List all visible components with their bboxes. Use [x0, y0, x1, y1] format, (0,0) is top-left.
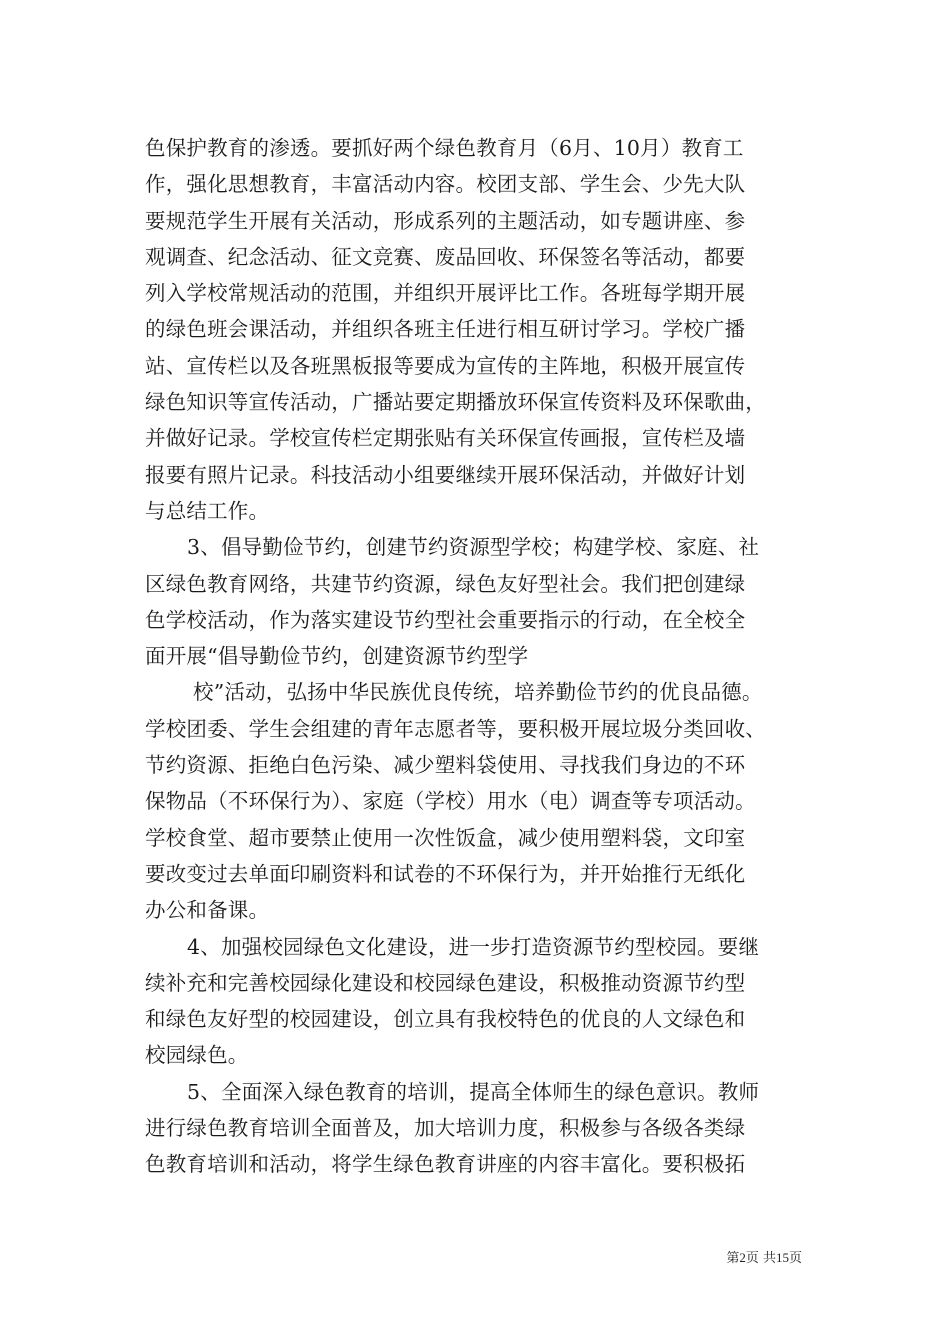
body-text — [145, 130, 825, 1183]
footer-suffix: 页 — [788, 1251, 802, 1266]
text-line: 观调查、纪念活动、征文竞赛、废品回收、环保签名等活动，都要 — [145, 244, 746, 269]
paragraph-5-start: 5、全面深入绿色教育的培训，提高全体师生的绿色意识。教师 — [187, 1079, 760, 1104]
total-page-count: 15 — [775, 1250, 789, 1265]
text-line: 办公和备课。 — [145, 898, 270, 923]
text-line: 的绿色班会课活动，并组织各班主任进行相互研讨学习。学校广播 — [145, 317, 746, 342]
text-line: 绿色知识等宣传活动，广播站要定期播放环保宣传资料及环保歌曲， — [145, 390, 766, 415]
text-line: 进行绿色教育培训全面普及，加大培训力度，积极参与各级各类绿 — [145, 1116, 746, 1141]
page-number-footer — [726, 1248, 802, 1269]
text-line: 校园绿色。 — [145, 1043, 249, 1068]
paragraph-3-start: 3、倡导勤俭节约，创建节约资源型学校；构建学校、家庭、社 — [187, 535, 760, 560]
text-line: 学校食堂、超市要禁止使用一次性饭盒，减少使用塑料袋，文印室 — [145, 825, 746, 850]
text-line: 面开展“倡导勤俭节约，创建资源节约型学 — [145, 644, 529, 669]
paragraph-4-start: 4、加强校园绿色文化建设，进一步打造资源节约型校园。要继 — [187, 934, 760, 959]
text-line: 校”活动，弘扬中华民族优良传统，培养勤俭节约的优良品德。 — [193, 680, 763, 705]
text-line: 作，强化思想教育，丰富活动内容。校团支部、学生会、少先大队 — [145, 172, 746, 197]
text-line: 区绿色教育网络，共建节约资源，绿色友好型社会。我们把创建绿 — [145, 571, 746, 596]
text-line: 保物品（不环保行为）、家庭（学校）用水（电）调查等专项活动。 — [145, 789, 756, 814]
text-line: 并做好记录。学校宣传栏定期张贴有关环保宣传画报，宣传栏及墙 — [145, 426, 746, 451]
text-line: 节约资源、拒绝白色污染、减少塑料袋使用、寻找我们身边的不环 — [145, 753, 746, 778]
current-page-number: 2 — [739, 1250, 746, 1265]
text-line: 续补充和完善校园绿化建设和校园绿色建设，积极推动资源节约型 — [145, 970, 746, 995]
footer-prefix: 第 — [726, 1251, 740, 1266]
text-line: 报要有照片记录。科技活动小组要继续开展环保活动，并做好计划 — [145, 462, 746, 487]
text-line: 要规范学生开展有关活动，形成系列的主题活动，如专题讲座、参 — [145, 208, 746, 233]
footer-middle: 页 共 — [745, 1251, 776, 1266]
text-line: 学校团委、学生会组建的青年志愿者等，要积极开展垃圾分类回收、 — [145, 716, 766, 741]
text-line: 站、宣传栏以及各班黑板报等要成为宣传的主阵地，积极开展宣传 — [145, 353, 746, 378]
text-line: 和绿色友好型的校园建设，创立具有我校特色的优良的人文绿色和 — [145, 1007, 746, 1032]
text-line: 列入学校常规活动的范围，并组织开展评比工作。各班每学期开展 — [145, 281, 746, 306]
text-line: 与总结工作。 — [145, 498, 270, 523]
text-line: 色学校活动，作为落实建设节约型社会重要指示的行动，在全校全 — [145, 607, 746, 632]
text-line: 色教育培训和活动，将学生绿色教育讲座的内容丰富化。要积极拓 — [145, 1152, 746, 1177]
text-line: 色保护教育的渗透。要抓好两个绿色教育月（6月、10月）教育工 — [145, 136, 744, 160]
text-line: 要改变过去单面印刷资料和试卷的不环保行为，并开始推行无纸化 — [145, 861, 746, 886]
